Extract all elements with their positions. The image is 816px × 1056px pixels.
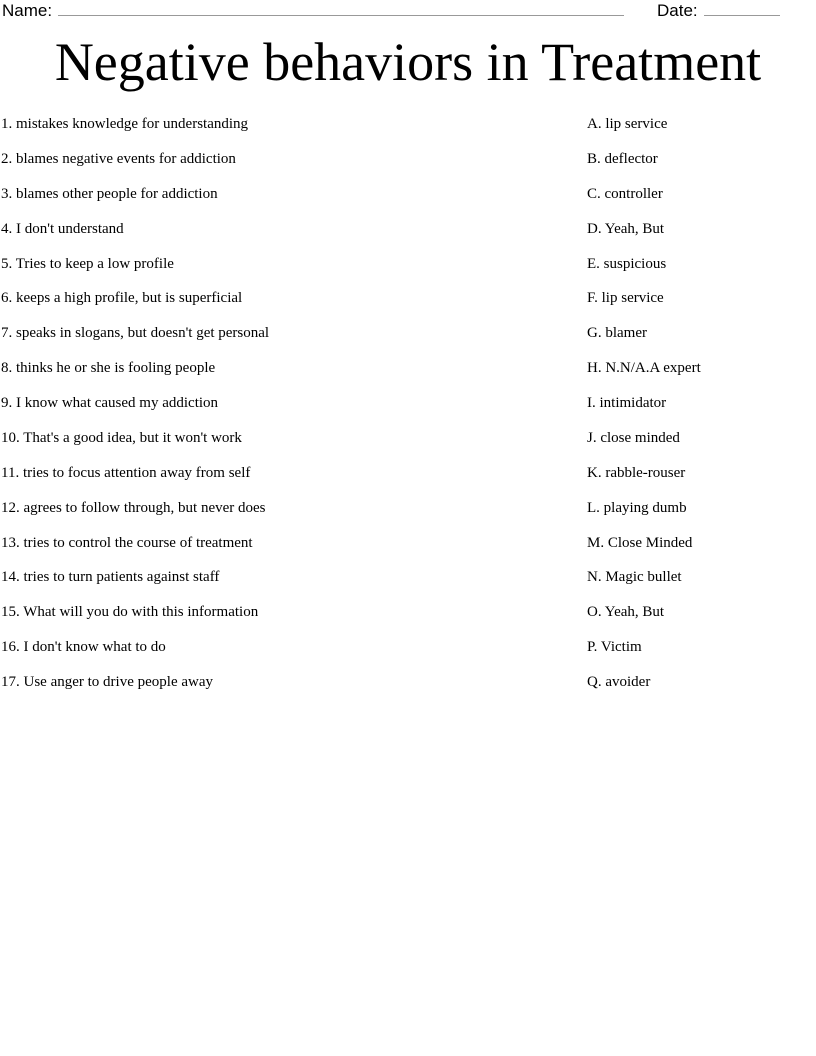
answer-item: J. close minded	[587, 429, 680, 446]
question-item: 15. What will you do with this information	[1, 604, 259, 621]
question-item: 10. That's a good idea, but it won't work	[1, 429, 242, 446]
answer-item: A. lip service	[587, 116, 668, 132]
answer-item: B. deflector	[587, 150, 658, 167]
page-title: Negative behaviors in Treatment	[54, 32, 762, 92]
question-item: 2. blames negative events for addiction	[1, 150, 236, 167]
answer-item: H. N.N/A.A expert	[587, 360, 701, 377]
name-blank-line[interactable]	[58, 0, 624, 16]
question-item: 7. speaks in slogans, but doesn't get personal	[1, 325, 270, 342]
answer-item: O. Yeah, But	[587, 604, 665, 621]
answer-item: M. Close Minded	[587, 534, 693, 551]
answer-item: G. blamer	[587, 325, 647, 342]
answer-item: N. Magic bullet	[587, 569, 682, 586]
answer-item: P. Victim	[587, 639, 642, 656]
question-item: 14. tries to turn patients against staff	[1, 569, 220, 586]
question-item: 1. mistakes knowledge for understanding	[1, 116, 249, 132]
answer-item: C. controller	[587, 185, 663, 202]
answer-item: E. suspicious	[587, 255, 667, 272]
question-item: 13. tries to control the course of treatment	[1, 534, 253, 551]
question-item: 17. Use anger to drive people away	[1, 674, 214, 690]
answer-item: L. playing dumb	[587, 499, 687, 516]
question-item: 16. I don't know what to do	[1, 639, 166, 656]
answer-item: D. Yeah, But	[587, 220, 665, 237]
name-field[interactable]	[2, 0, 624, 22]
date-field[interactable]	[657, 0, 780, 22]
question-item: 11. tries to focus attention away from self	[1, 464, 251, 481]
question-item: 6. keeps a high profile, but is superficial	[1, 290, 243, 307]
answer-item: K. rabble-rouser	[587, 464, 686, 481]
question-item: 5. Tries to keep a low profile	[1, 255, 174, 272]
question-item: 8. thinks he or she is fooling people	[1, 360, 216, 377]
question-item: 4. I don't understand	[1, 220, 124, 237]
answer-item: F. lip service	[587, 290, 664, 307]
answer-item: Q. avoider	[587, 674, 651, 690]
name-label: Name:	[2, 1, 53, 20]
question-item: 3. blames other people for addiction	[1, 185, 218, 202]
question-item: 9. I know what caused my addiction	[1, 395, 219, 411]
date-label: Date:	[657, 1, 698, 20]
answer-item: I. intimidator	[587, 395, 667, 411]
date-blank-line[interactable]	[704, 0, 780, 16]
question-item: 12. agrees to follow through, but never does	[1, 499, 266, 516]
